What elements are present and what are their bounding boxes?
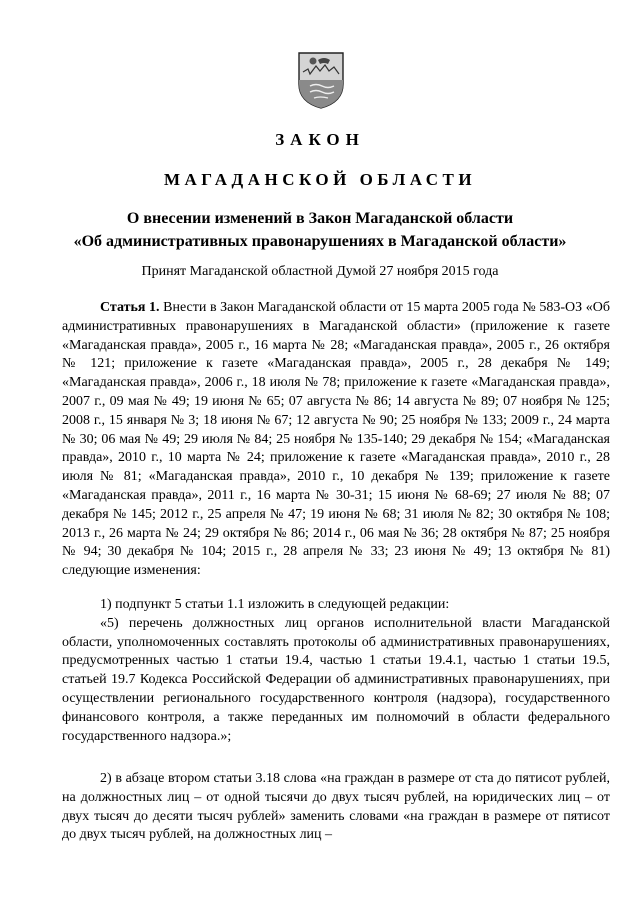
amendment-2-text: 2) в абзаце втором статьи 3.18 слова «на граждан в размере от ста до пятисот рублей, на должностных лиц – от одной тысячи до двух тысяч рублей, на юридических лиц – от двух тысяч до десяти тысяч рублей» заменить словами «на граждан в размере от пятисот до двух тысяч рублей, на должностных лиц –: [62, 771, 610, 843]
article-1: [62, 299, 610, 581]
amendment-1: [62, 596, 610, 746]
article-1-text: Внести в Закон Магаданской области от 15 марта 2005 года № 583-ОЗ «Об административных правонарушениях в Магаданской области» (приложение к газете «Магаданская правда», 2005 г., 16 марта № 28; «Магаданская правда», 2005 г., 26 октября № 121; приложение к газете «Магаданская правда», 2005 г., 28 декабря № 149; «Магаданская правда», 2006 г., 18 июля № 78; приложение к газете «Магаданская правда», 2007 г., 09 мая № 49; 19 июня № 65; 07 августа № 86; 14 августа № 89; 07 ноября № 125; 2008 г., 15 января № 3; 18 июня № 67; 12 августа № 90; 25 ноября № 133; 2009 г., 24 марта № 30; 06 мая № 49; 29 июля № 84; 25 ноября № 135-140; 29 декабря № 154; «Магаданская правда», 2010 г., 10 марта № 24; приложение к газете «Магаданская правда», 2010 г., 28 июля № 81; «Магаданская правда», 2010 г., 10 декабря № 139; приложение к газете «Магаданская правда», 2011 г., 16 марта № 30-31; 15 июня № 68-69; 27 июля № 88; 07 декабря № 145; 2012 г., 25 апреля № 47; 19 июня № 68; 31 июля № 82; 30 октября № 108; 2013 г., 26 марта № 24; 29 октября № 86; 2014 г., 06 мая № 36; 28 октября № 87; 25 ноября № 94; 30 декабря № 104; 2015 г., 28 апреля № 33; 23 июня № 49; 13 октября № 81) следующие изменения:: [62, 300, 610, 579]
amendment-1-intro: 1) подпункт 5 статьи 1.1 изложить в следующей редакции:: [100, 597, 450, 612]
law-subject-title: [0, 207, 640, 253]
document-type-title: ЗАКОН: [275, 130, 365, 149]
coat-of-arms-icon: [296, 50, 346, 110]
subject-line-1: О внесении изменений в Закон Магаданской области: [126, 210, 514, 227]
amendment-1-text: «5) перечень должностных лиц органов исполнительной власти Магаданской области, уполномоченных составлять протоколы об административных правонарушениях, предусмотренных частью 1 статьи 19.4, частью 1 статьи 19.4.1, частью 1 статьи 19.5, статьей 19.7 Кодекса Российской Федерации об административных правонарушениях, при осуществлении регионального государственного контроля (надзора), государственного финансового контроля, а также переданных им полномочий в области федерального государственного надзора.»;: [62, 615, 610, 744]
article-1-paragraph: [62, 299, 610, 581]
region-title: МАГАДАНСКОЙ ОБЛАСТИ: [163, 170, 477, 189]
adoption-line: Принят Магаданской областной Думой 27 ноября 2015 года: [141, 264, 499, 279]
article-label: Статья 1.: [100, 300, 160, 315]
subject-line-2: «Об административных правонарушениях в Магаданской области»: [73, 233, 567, 250]
amendment-2: [62, 770, 610, 845]
